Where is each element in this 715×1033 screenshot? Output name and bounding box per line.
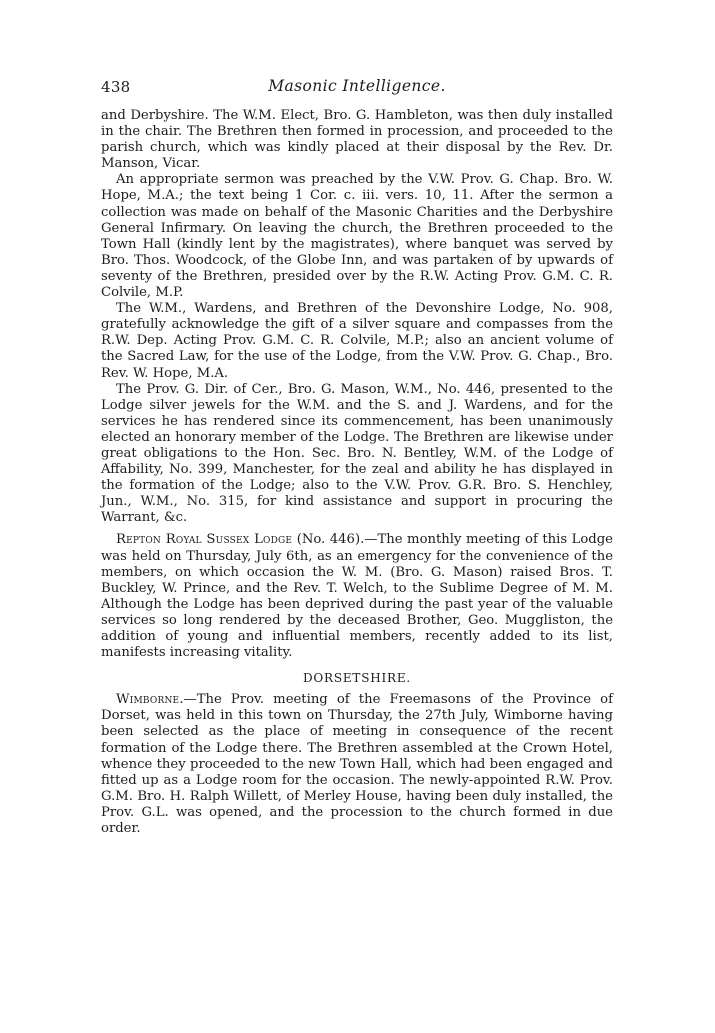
paragraph-devonshire-lodge: The W.M., Wardens, and Brethren of the Devonshire Lodge, No. 908, gratefully acknowledge the gift of a silver square and compasses from the R.W. Dep. Acting Prov. G.M. C. R. Colvile, M.P.; also an ancient volume of the Sacred Law, for the use of the Lodge, from the V.W. Prov. G. Chap., Bro. Rev. W. Hope, M.A.: [101, 301, 613, 381]
lodge-name-lead: Repton Royal Sussex Lodge: [116, 532, 293, 548]
page-header: [101, 74, 613, 100]
paragraph-sermon: An appropriate sermon was preached by the V.W. Prov. G. Chap. Bro. W. Hope, M.A.; the text being 1 Cor. c. iii. vers. 10, 11. After the sermon a collection was made on behalf of the Masonic Charities and the Derbyshire General Infirmary. On leaving the church, the Brethren proceeded to the Town Hall (kindly lent by the magistrates), where banquet was served by Bro. Thos. Woodcock, of the Globe Inn, and was partaken of by upwards of seventy of the Brethren, presided over by the R.W. Acting Prov. G.M. C. R. Colvile, M.P.: [101, 172, 613, 301]
book-page: [101, 74, 613, 837]
paragraph-installation: and Derbyshire. The W.M. Elect, Bro. G. Hambleton, was then duly installed in the chair. The Brethren then formed in procession, and proceeded to the parish church, which was kindly placed at their disposal by the Rev. Dr. Manson, Vicar.: [101, 108, 613, 172]
page-number: 438: [101, 78, 131, 96]
place-name-lead: Wimborne: [116, 692, 180, 708]
section-heading-dorsetshire: DORSETSHIRE.: [302, 671, 412, 686]
paragraph-silver-jewels: The Prov. G. Dir. of Cer., Bro. G. Mason, W.M., No. 446, presented to the Lodge silver jewels for the W.M. and the S. and J. Wardens, and for the services he has rendered since its commencement, has been unanimously elected an honorary member of the Lodge. The Brethren are likewise under great obligations to the Hon. Sec. Bro. N. Bentley, W.M. of the Lodge of Affability, No. 399, Manchester, for the zeal and ability he has displayed in the formation of the Lodge; also to the V.W. Prov. G.R. Bro. S. Henchley, Jun., W.M., No. 315, for kind assistance and support in procuring the Warrant, &c.: [101, 381, 613, 526]
running-head: Masonic Intelligence.: [268, 77, 446, 95]
paragraph-wimborne: [101, 692, 613, 837]
article-body: [101, 108, 613, 837]
paragraph-repton-lodge: [101, 532, 613, 661]
paragraph-wimborne-text: .—The Prov. meeting of the Freemasons of the Province of Dorset, was held in this town on Thursday, the 27th July, Wimborne having been selected as the place of meeting in consequence of the recent formation of the Lodge there. The Brethren assembled at the Crown Hotel, whence they proceeded to the new Town Hall, which had been engaged and fitted up as a Lodge room for the occasion. The newly-appointed R.W. Prov. G.M. Bro. H. Ralph Willett, of Merley House, having been duly installed, the Prov. G.L. was opened, and the procession to the church formed in due order.: [101, 692, 613, 837]
paragraph-repton-text: (No. 446).—The monthly meeting of this Lodge was held on Thursday, July 6th, as an emergency for the convenience of the members, on which occasion the W. M. (Bro. G. Mason) raised Bros. T. Buckley, W. Prince, and the Rev. T. Welch, to the Sublime Degree of M. M. Although the Lodge has been deprived during the past year of the valuable services so long rendered by the deceased Brother, Geo. Muggliston, the addition of young and influential members, recently added to its list, manifests increasing vitality.: [101, 532, 613, 661]
